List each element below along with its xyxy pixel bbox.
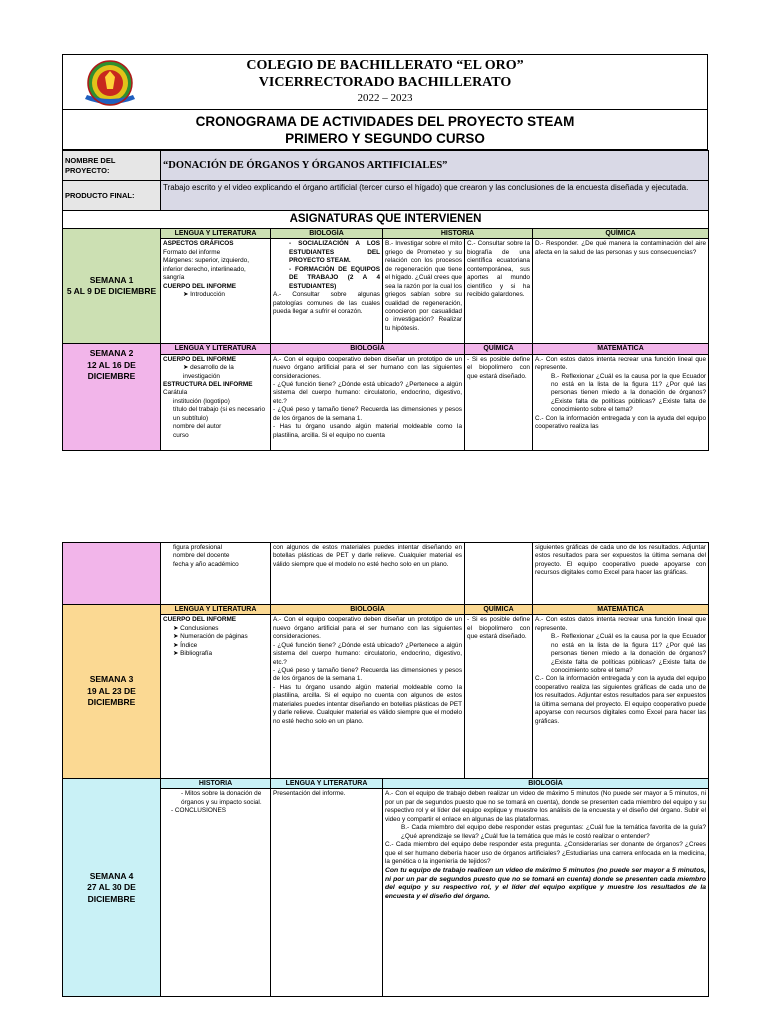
mat-item: A.- Con estos datos intenta recrear una función lineal que represente. — [535, 355, 707, 372]
week-2-lengua — [161, 354, 271, 450]
mat-item: C.- Con la información entregada y con la ayuda del equipo cooperativo realiza las siguientes gráficas de cada uno de los resultados. Adjuntar estos resultados para ser expuestos la última semana del proyecto. El equipo cooperativo puede apoyarse con recursos digitales como Excel para hacer las gráficas. — [535, 675, 707, 725]
week-3-label: SEMANA 3 — [89, 674, 134, 685]
lengua-item: ➤ Índice — [173, 642, 268, 650]
lengua-item: ➤ Conclusiones — [173, 625, 268, 633]
bio-item: B.- Cada miembro del equipo debe responder estas preguntas: ¿Cuál fue la temática favorita de la guía? ¿Qué aprendizaje se lleva? ¿Cuál fue la temática que más le costó realizar o entender? — [401, 824, 707, 840]
week-3-header-quimica: QUÍMICA — [465, 605, 533, 615]
week-3-matematica — [533, 615, 709, 779]
week-4-historia — [161, 789, 271, 997]
week-1-historia-c: C.- Consultar sobre la biografía de una científica ecuatoriana contemporánea, sus aportes al mundo científico y si ha recibido galardones. — [465, 239, 533, 344]
lengua-item: ➤ Numeración de páginas — [173, 633, 268, 641]
final-product-value: Trabajo escrito y el video explicando el órgano artificial (tercer curso el hígado) que crearon y las conclusiones de la encuesta diseñada y ejecutada. — [161, 181, 709, 211]
lengua-item: institución (logotipo) — [173, 397, 230, 405]
week-1-header-biologia: BIOLOGÍA — [271, 229, 383, 239]
bio-item: A.- Consultar sobre algunas patologías comunes de las cuales pueda llegar a sufrir el corazón. — [273, 291, 380, 316]
week-1-historia-b: B.- Investigar sobre el mito griego de Prometeo y su relación con los procesos de regeneración que tiene el hígado. ¿Cuál crees que sea la razón por la cual los griegos sabían sobre su cualidad de regeneración, conocieron por casualidad o investigación? Realizar tu hipótesis. — [383, 239, 465, 344]
week-2-header-quimica: QUÍMICA — [465, 344, 533, 354]
week-2-header-biologia: BIOLOGÍA — [271, 344, 465, 354]
week-4-header-lengua: LENGUA Y LITERATURA — [271, 779, 383, 789]
week-2-cell — [63, 344, 161, 450]
mat-item: A.- Con estos datos intenta recrear una función lineal que represente. — [535, 616, 707, 632]
schedule-table-page-1 — [62, 150, 708, 451]
week-4-cell — [63, 779, 161, 997]
week-1-cell — [63, 229, 161, 344]
lengua-item: fecha y año académico — [173, 560, 239, 568]
schedule-table-page-2 — [62, 542, 708, 997]
week-2-matematica-continued: siguientes gráficas de cada uno de los resultados. Adjuntar estos resultados para ser expuestos la última semana del proyecto. El equipo cooperativo puede apoyarse con recursos digitales como Excel para hacer las gráficas. — [533, 543, 709, 605]
week-2-biologia-continued: con algunos de estos materiales puedes intentar diseñando en botellas plásticas de PET y darle relieve. Cualquier material es válido siempre que el modelo no esté hecho solo en un plano. — [271, 543, 465, 605]
week-1-label: SEMANA 1 — [89, 274, 134, 285]
week-2-quimica: - Si es posible define el biopolímero con que estará diseñado. — [465, 354, 533, 450]
lengua-item: nombre del autor — [173, 423, 222, 431]
title-line-2: PRIMERO Y SEGUNDO CURSO — [285, 131, 485, 146]
week-2-biologia: A.- Con el equipo cooperativo deben diseñar un prototipo de un nuevo órgano artificial para el ser humano con las siguientes consideraciones. - ¿Qué función tiene? ¿Dónde está ubicado? ¿Pertenece a algún sistema del cuerpo humano: circulatorio, endocrino, digestivo, etc.? - ¿Qué peso y tamaño tiene? Recuerda las dimensiones y pesos de los órganos de la semana 1. - Has tu órgano usando algún material moldeable como la plastilina, arcilla. Si el equipo no cuenta — [271, 354, 465, 450]
bio-item: - FORMACIÓN DE EQUIPOS DE TRABAJO (2 A 4 ESTUDIANTES) — [289, 265, 380, 290]
week-2-header-lengua: LENGUA Y LITERATURA — [161, 344, 271, 354]
lengua-item: ➤ Bibliografía — [173, 650, 268, 658]
lengua-item: curso — [173, 431, 189, 439]
week-2-matematica — [533, 354, 709, 450]
project-name-label: NOMBRE DEL PROYECTO: — [63, 151, 161, 181]
final-product-label: PRODUCTO FINAL: — [63, 181, 161, 211]
lengua-item: CUERPO DEL INFORME — [163, 355, 237, 363]
week-1-header-lengua: LENGUA Y LITERATURA — [161, 229, 271, 239]
week-3-header-matematica: MATEMÁTICA — [533, 605, 709, 615]
lengua-heading: CUERPO DEL INFORME — [163, 616, 237, 624]
week-4-lengua: Presentación del informe. — [271, 789, 383, 997]
lengua-item: figura profesional — [173, 544, 223, 551]
week-1-header-quimica: QUÍMICA — [533, 229, 709, 239]
lengua-item: ➤ desarrollo de la investigación — [173, 364, 268, 381]
week-4-biologia — [383, 789, 709, 997]
week-2-header-matematica: MATEMÁTICA — [533, 344, 709, 354]
week-2-cell-continued — [63, 543, 161, 605]
mat-item: B.- Reflexionar ¿Cuál es la causa por la que Ecuador no está en la lista de la figura 11? ¿Por qué las personas tienen miedo a la donación de órganos? ¿Existe falta de políticas públicas? ¿Existe falta de conocimiento sobre el tema? — [551, 633, 707, 674]
project-name-value: “DONACIÓN DE ÓRGANOS Y ÓRGANOS ARTIFICIALES” — [161, 151, 709, 181]
title-line-1: CRONOGRAMA DE ACTIVIDADES DEL PROYECTO STEAM — [195, 114, 575, 129]
lengua-item: ESTRUCTURA DEL INFORME — [163, 381, 253, 388]
office-name: VICERRECTORADO BACHILLERATO — [258, 75, 512, 90]
week-1-dates: 5 AL 9 DE DICIEMBRE — [66, 286, 157, 297]
week-3-lengua — [161, 615, 271, 779]
week-2-lengua-continued — [161, 543, 271, 605]
school-year: 2022 – 2023 — [357, 92, 413, 104]
lengua-item: ASPECTOS GRÁFICOS — [163, 240, 234, 248]
week-4-header-historia: HISTORIA — [161, 779, 271, 789]
week-4-dates: 27 AL 30 DE DICIEMBRE — [87, 882, 136, 904]
historia-item: - CONCLUSIONES — [171, 807, 268, 815]
bio-item: A.- Con el equipo de trabajo deben realizar un video de máximo 5 minutos (No puede ser mayor a 5 minutos, ni por un par de segundos puesto que no se tomará en cuenta), donde se presenten cada miembro del equipo y su respectivo rol y el líder del equipo explique y muestre los análisis de la encuesta y el diseño del órgano. Subir el video y compartir el enlace en algunas de las plataformas. — [385, 790, 707, 823]
week-3-header-lengua: LENGUA Y LITERATURA — [161, 605, 271, 615]
mat-item: C.- Con la información entregada y con la ayuda del equipo cooperativo realiza las — [535, 414, 707, 431]
week-2-label: SEMANA 2 — [89, 348, 134, 359]
week-1-lengua — [161, 239, 271, 344]
historia-item: - Mitos sobre la donación de órganos y su impacto social. — [171, 790, 268, 807]
lengua-item: Márgenes: superior, izquierdo, inferior derecho, interlineado, sangría — [163, 257, 249, 282]
document-title — [62, 110, 708, 150]
bio-item-emphasis: Con tu equipo de trabajo realicen un video de máximo 5 minutos (no puede ser mayor a 5 minutos, ni por un par de segundos puesto que no se tomará en cuenta) donde se presenten cada miembro del equipo y su respectivo rol, y el líder del equipo explique y muestre los resultados de la encuesta y el diseño del órgano. — [385, 866, 707, 901]
document-header — [62, 54, 708, 110]
week-3-header-biologia: BIOLOGÍA — [271, 605, 465, 615]
week-1-header-historia: HISTORIA — [383, 229, 533, 239]
subjects-title: ASIGNATURAS QUE INTERVIENEN — [63, 211, 709, 229]
mat-item: B.- Reflexionar ¿Cuál es la causa por la que Ecuador no está en la lista de la figura 11? ¿Por qué las personas tienen miedo a la donación de órganos? ¿Existe falta de políticas públicas? ¿Existe falta de conocimiento sobre el tema? — [551, 372, 707, 414]
lengua-item: ➤ Introducción — [173, 291, 268, 299]
week-4-header-biologia: BIOLOGÍA — [383, 779, 709, 789]
lengua-item: Formato del informe — [163, 248, 221, 256]
bio-item: C.- Cada miembro del equipo debe responder esta pregunta. ¿Considerarías ser donante de órganos? ¿Crees que el ser humano debería hacer uso de órganos artificiales? ¿Estudiarías una carrera enfocada en la medicina, la genética o la ingeniería de tejidos? — [385, 841, 707, 866]
week-3-cell — [63, 605, 161, 779]
lengua-item: Carátula — [163, 389, 188, 397]
header-text — [63, 57, 707, 105]
lengua-item: título del trabajo (si es necesario un subtítulo) — [173, 406, 266, 422]
bio-item: - SOCIALIZACIÓN A LOS ESTUDIANTES DEL PROYECTO STEAM. — [289, 240, 380, 265]
week-3-biologia: A.- Con el equipo cooperativo deben diseñar un prototipo de un nuevo órgano artificial para el ser humano con las siguientes consideraciones. - ¿Qué función tiene? ¿Dónde está ubicado? ¿Pertenece a algún sistema del cuerpo humano: circulatorio, endocrino, digestivo, etc.? - ¿Qué peso y tamaño tiene? Recuerda las dimensiones y pesos de los órganos de la semana 1. - Has tu órgano usando algún material moldeable como la plastilina, arcilla. Si el equipo no cuenta con algunos de estos materiales puedes intentar diseñando en botellas plásticas de PET y darle relieve. Cualquier material es válido siempre que el modelo no esté hecho solo en un plano. — [271, 615, 465, 779]
week-4-label: SEMANA 4 — [89, 870, 134, 881]
week-2-dates: 12 AL 16 DE DICIEMBRE — [87, 359, 136, 382]
week-1-quimica: D.- Responder. ¿De qué manera la contaminación del aire afecta en la salud de las personas y sus consecuencias? — [533, 239, 709, 344]
week-3-quimica: - Si es posible define el biopolímero con que estará diseñado. — [465, 615, 533, 779]
school-name: COLEGIO DE BACHILLERATO “EL ORO” — [246, 58, 524, 73]
week-1-biologia — [271, 239, 383, 344]
lengua-item: nombre del docente — [173, 552, 230, 560]
week-3-dates: 19 AL 23 DE DICIEMBRE — [87, 685, 136, 708]
lengua-item: CUERPO DEL INFORME — [163, 282, 237, 290]
week-2-quimica-continued — [465, 543, 533, 605]
